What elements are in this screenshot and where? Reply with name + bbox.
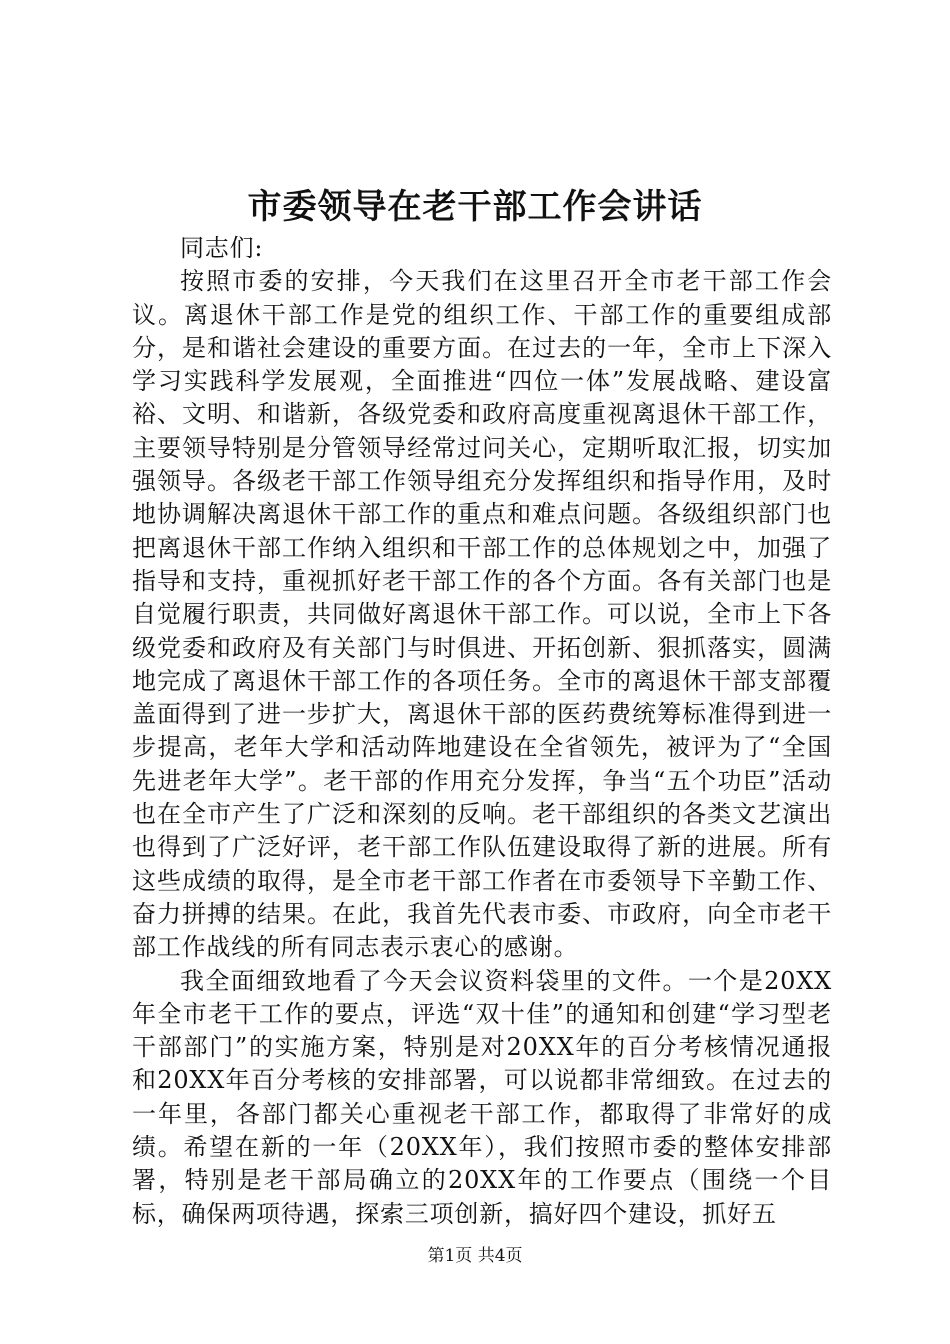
document-body bbox=[132, 232, 832, 1231]
paragraph-1: 按照市委的安排，今天我们在这里召开全市老干部工作会议。离退休干部工作是党的组织工作、干部工作的重要组成部分，是和谐社会建设的重要方面。在过去的一年，全市上下深入学习实践科学发展观，全面推进“四位一体”发展战略、建设富裕、文明、和谐新，各级党委和政府高度重视离退休干部工作，主要领导特别是分管领导经常过问关心，定期听取汇报，切实加强领导。各级老干部工作领导组充分发挥组织和指导作用，及时地协调解决离退休干部工作的重点和难点问题。各级组织部门也把离退休干部工作纳入组织和干部工作的总体规划之中，加强了指导和支持，重视抓好老干部工作的各个方面。各有关部门也是自觉履行职责，共同做好离退休干部工作。可以说，全市上下各级党委和政府及有关部门与时俱进、开拓创新、狠抓落实，圆满地完成了离退休干部工作的各项任务。全市的离退休干部支部覆盖面得到了进一步扩大，离退休干部的医药费统筹标准得到进一步提高，老年大学和活动阵地建设在全省领先，被评为了“全国先进老年大学”。老干部的作用充分发挥，争当“五个功臣”活动也在全市产生了广泛和深刻的反响。老干部组织的各类文艺演出也得到了广泛好评，老干部工作队伍建设取得了新的进展。所有这些成绩的取得，是全市老干部工作者在市委领导下辛勤工作、奋力拼搏的结果。在此，我首先代表市委、市政府，向全市老干部工作战线的所有同志表示衷心的感谢。 bbox=[132, 267, 832, 962]
page-number: 第1页 共4页 bbox=[427, 1246, 523, 1266]
salutation: 同志们: bbox=[180, 234, 264, 262]
document-title: 市委领导在老干部工作会讲话 bbox=[247, 187, 703, 227]
paragraph-2: 我全面细致地看了今天会议资料袋里的文件。一个是20XX年全市老干工作的要点，评选“双十佳”的通知和创建“学习型老干部部门”的实施方案，特别是对20XX年的百分考核情况通报和20XX年百分考核的安排部署，可以说都非常细致。在过去的一年里，各部门都关心重视老干部工作，都取得了非常好的成绩。希望在新的一年（20XX年），我们按照市委的整体安排部署，特别是老干部局确立的20XX年的工作要点（围绕一个目标，确保两项待遇，探索三项创新，搞好四个建设，抓好五 bbox=[132, 966, 832, 1228]
